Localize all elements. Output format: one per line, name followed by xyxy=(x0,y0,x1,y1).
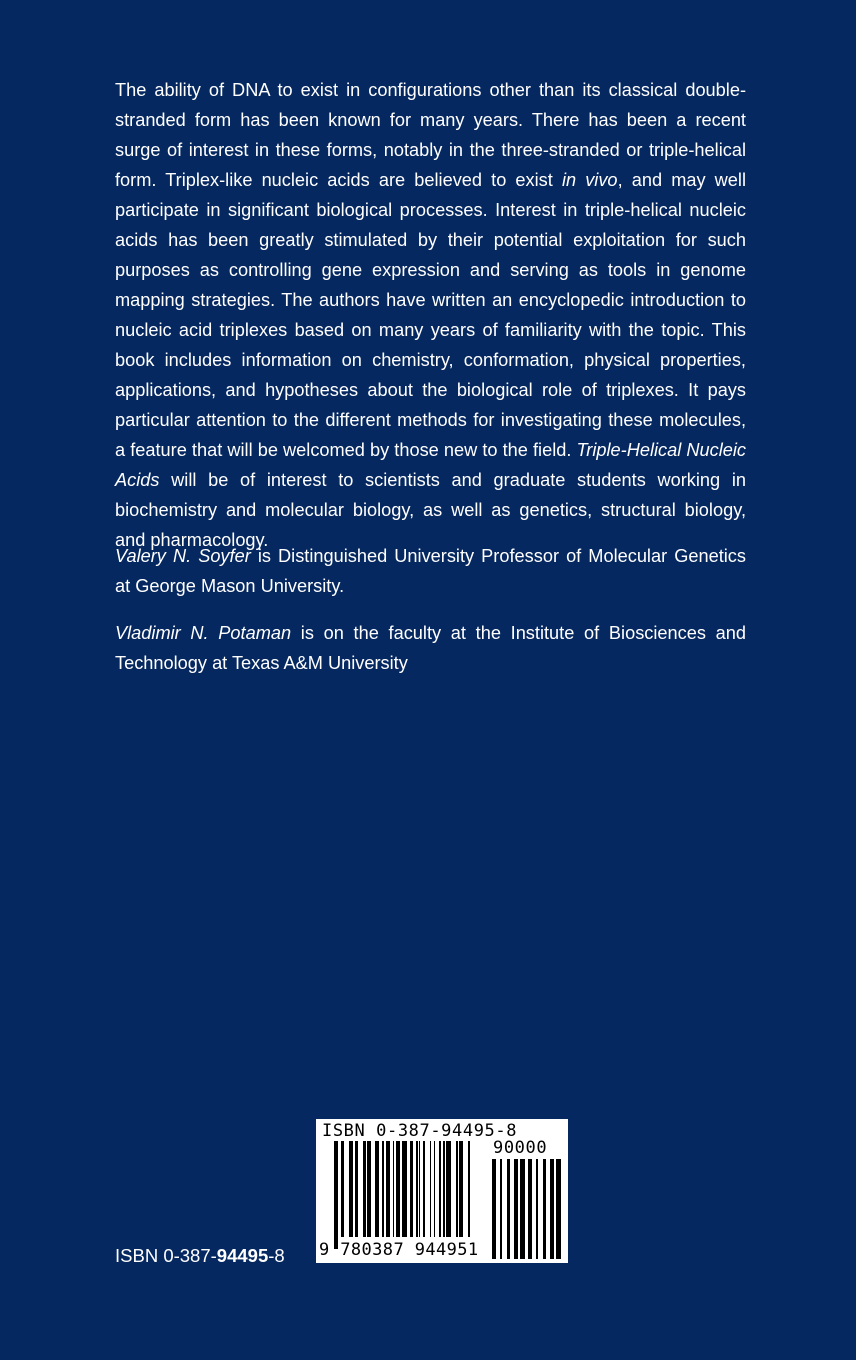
barcode-bar xyxy=(536,1159,538,1259)
isbn-bold-part: 94495 xyxy=(216,1245,269,1266)
barcode-bar xyxy=(459,1141,463,1237)
description-in-vivo: in vivo xyxy=(561,170,618,190)
barcode-bar xyxy=(410,1141,413,1237)
author-bio-potaman xyxy=(115,618,746,678)
barcode-bar xyxy=(355,1141,358,1237)
barcode-bar xyxy=(543,1159,546,1259)
author-bio-soyfer xyxy=(115,541,746,601)
barcode-bar xyxy=(349,1141,353,1237)
author-bio-text: is on the faculty at the Institute of Biosciences and Technology at Texas A&M University xyxy=(115,623,746,673)
barcode-bar xyxy=(492,1159,496,1259)
barcode-bar xyxy=(430,1141,431,1237)
author-name: Vladimir N. Potaman xyxy=(115,623,292,643)
barcode-bar xyxy=(434,1141,435,1237)
barcode-bar xyxy=(363,1141,366,1237)
barcode-bar xyxy=(334,1141,338,1249)
barcode-bar xyxy=(528,1159,532,1259)
book-description xyxy=(115,75,746,555)
barcode-bar xyxy=(416,1141,418,1237)
isbn-label xyxy=(115,1241,285,1271)
barcode-bar xyxy=(439,1141,441,1237)
barcode-bar xyxy=(550,1159,554,1259)
description-text-3: will be of interest to scientists and graduate students working in biochemistry and molecular biology, as well as genetics, structural biology, and pharmacology. xyxy=(115,470,746,550)
barcode-bar xyxy=(423,1141,425,1237)
barcode-bar xyxy=(382,1141,384,1237)
barcode-bar xyxy=(393,1141,394,1237)
barcode-bar xyxy=(456,1141,458,1237)
barcode-bar xyxy=(520,1159,525,1259)
isbn-prefix: ISBN 0-387- xyxy=(115,1245,217,1266)
barcode-bar xyxy=(402,1141,407,1237)
author-bio-text: is Distinguished University Professor of Molecular Genetics at George Mason University. xyxy=(115,546,746,596)
barcode-bar xyxy=(443,1141,445,1237)
description-book-title: Triple-Helical Nucleic Acids xyxy=(115,440,747,490)
barcode-bar xyxy=(514,1159,518,1259)
barcode-bar xyxy=(446,1141,451,1237)
barcode-bar xyxy=(386,1141,390,1237)
barcode-bar xyxy=(419,1141,420,1237)
barcode-bar xyxy=(375,1141,379,1237)
barcode-bar xyxy=(507,1159,510,1259)
description-text-1: The ability of DNA to exist in configurations other than its classical double-stranded form has been known for many years. There has been a recent surge of interest in these forms, notably in the three-stranded or triple-helical form. Triplex-like nucleic acids are believed to exist xyxy=(115,80,746,190)
barcode xyxy=(316,1119,568,1263)
barcode-price-code: 90000 xyxy=(493,1138,548,1158)
description-text-2: , and may well participate in significant biological processes. Interest in triple-helical nucleic acids has been greatly stimulated by their potential exploitation for such purposes as controlling gene expression and serving as tools in genome mapping strategies. The authors have written an encyclopedic introduction to nucleic acid triplexes based on many years of familiarity with the topic. This book includes information on chemistry, conformation, physical properties, applications, and hypotheses about the biological role of triplexes. It pays particular attention to the different methods for investigating these molecules, a feature that will be welcomed by those new to the field. xyxy=(115,170,746,460)
author-name: Valery N. Soyfer xyxy=(115,546,251,566)
barcode-bar xyxy=(468,1141,470,1237)
barcode-isbn-label: ISBN 0-387-94495-8 xyxy=(322,1121,518,1141)
barcode-bar xyxy=(500,1159,502,1259)
barcode-ean-digits: 9 780387 944951 xyxy=(319,1240,479,1260)
barcode-bar xyxy=(556,1159,561,1259)
barcode-bar xyxy=(367,1141,371,1237)
barcode-bar xyxy=(396,1141,400,1237)
isbn-suffix: -8 xyxy=(268,1245,285,1266)
barcode-bar xyxy=(341,1141,344,1237)
